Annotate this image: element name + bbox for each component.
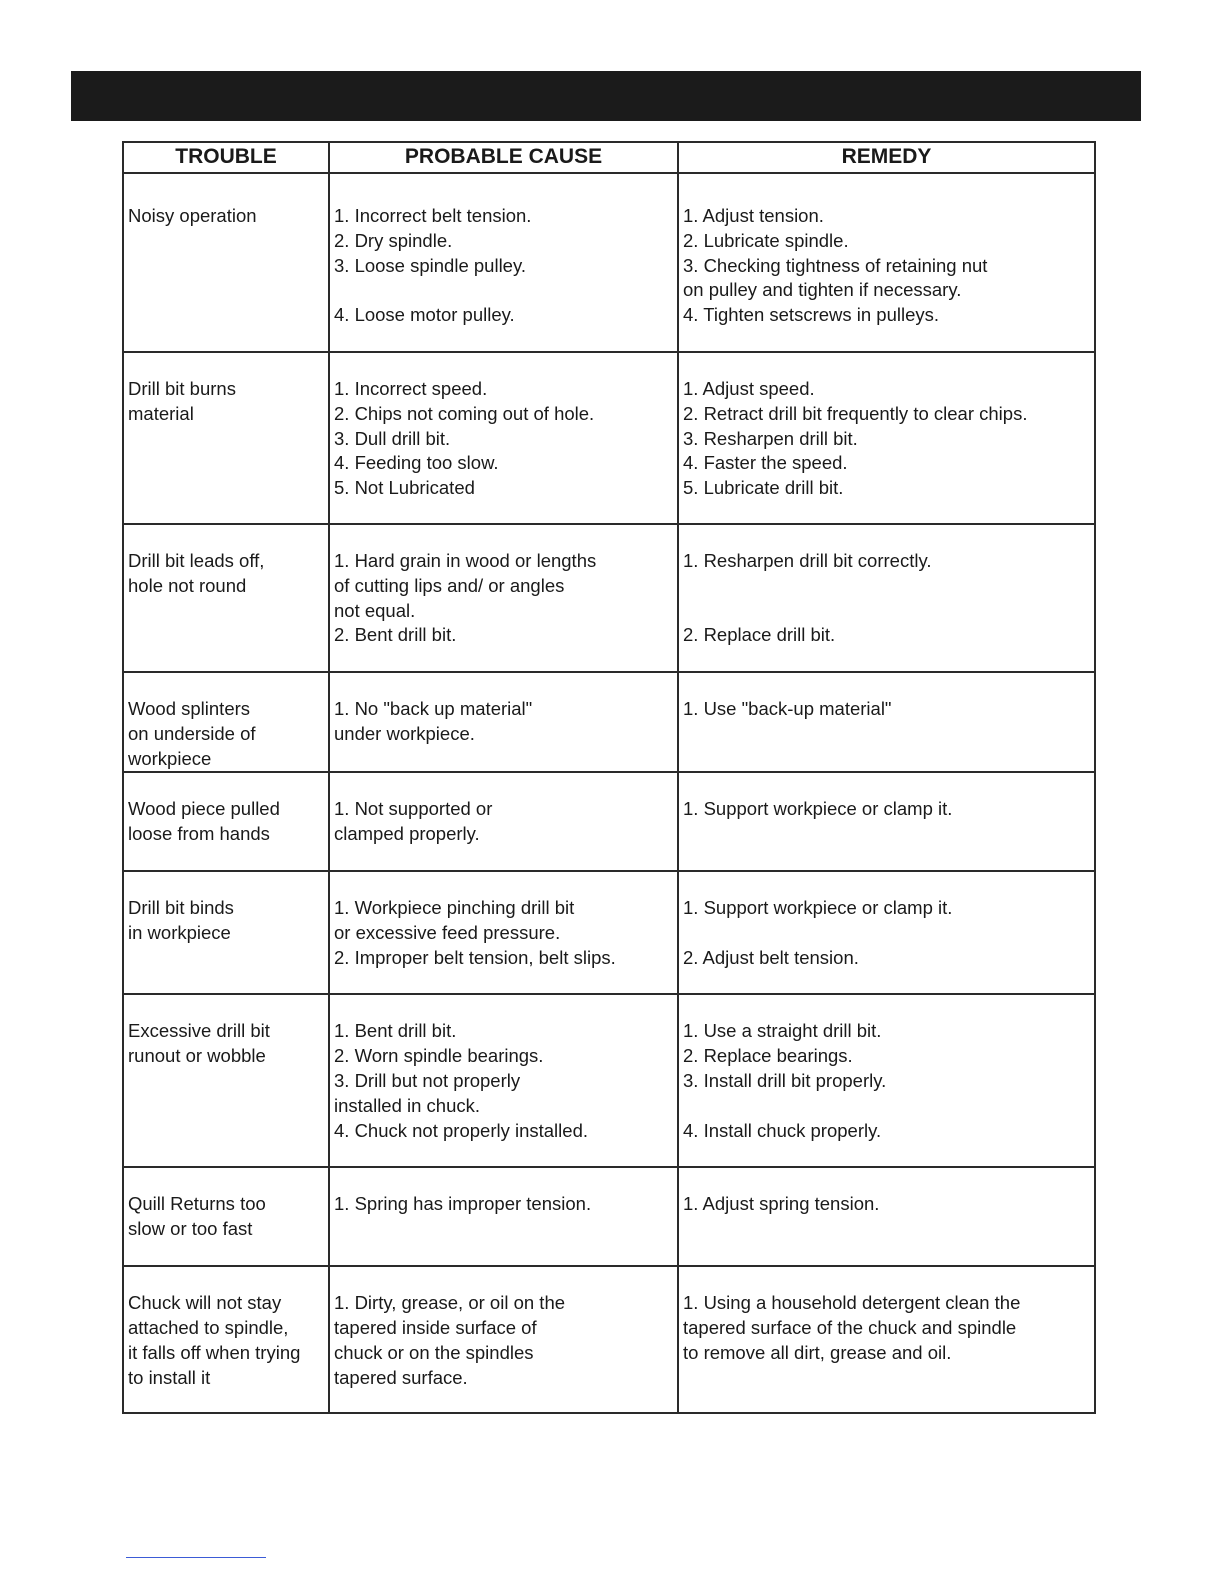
footer-divider xyxy=(126,1557,266,1558)
header-remedy: REMEDY xyxy=(678,142,1095,173)
trouble-cell xyxy=(123,994,329,1167)
remedy-text: 1. Support workpiece or clamp it. 2. Adjust belt tension. xyxy=(683,897,953,968)
remedy-cell xyxy=(678,352,1095,524)
remedy-text: 1. Use a straight drill bit. 2. Replace bearings. 3. Install drill bit properly. 4. Install chuck properly. xyxy=(683,1020,887,1141)
trouble-cell xyxy=(123,173,329,352)
cause-cell xyxy=(329,524,678,672)
remedy-cell xyxy=(678,772,1095,871)
trouble-text: Drill bit binds in workpiece xyxy=(128,897,234,944)
cause-cell xyxy=(329,352,678,524)
table-row xyxy=(123,772,1095,871)
table-row xyxy=(123,524,1095,672)
remedy-text: 1. Adjust spring tension. xyxy=(683,1193,880,1215)
cause-cell xyxy=(329,173,678,352)
table-row xyxy=(123,173,1095,352)
table-row xyxy=(123,994,1095,1167)
cause-cell xyxy=(329,871,678,994)
trouble-cell xyxy=(123,1167,329,1266)
trouble-text: Excessive drill bit runout or wobble xyxy=(128,1020,270,1067)
trouble-text: Wood piece pulled loose from hands xyxy=(128,798,280,845)
remedy-text: 1. Resharpen drill bit correctly. 2. Replace drill bit. xyxy=(683,550,932,646)
trouble-cell xyxy=(123,772,329,871)
cause-text: 1. Not supported or clamped properly. xyxy=(334,798,493,845)
remedy-cell xyxy=(678,994,1095,1167)
remedy-text: 1. Support workpiece or clamp it. xyxy=(683,798,953,820)
cause-text: 1. Spring has improper tension. xyxy=(334,1193,592,1215)
cause-text: 1. Hard grain in wood or lengths of cutting lips and/ or angles not equal. 2. Bent drill bit. xyxy=(334,550,597,646)
cause-text: 1. No "back up material" under workpiece. xyxy=(334,698,533,744)
cause-cell xyxy=(329,1167,678,1266)
cause-cell xyxy=(329,1266,678,1413)
table-header-row xyxy=(123,142,1095,173)
trouble-text: Chuck will not stay attached to spindle, it falls off when trying to install it xyxy=(128,1292,301,1388)
cause-cell xyxy=(329,994,678,1167)
trouble-text: Drill bit burns material xyxy=(128,378,236,424)
remedy-cell xyxy=(678,524,1095,672)
trouble-text: Quill Returns too slow or too fast xyxy=(128,1193,266,1240)
trouble-cell xyxy=(123,352,329,524)
remedy-cell xyxy=(678,672,1095,772)
cause-text: 1. Incorrect belt tension. 2. Dry spindle. 3. Loose spindle pulley. 4. Loose motor pulley. xyxy=(334,205,532,326)
table-row xyxy=(123,1167,1095,1266)
cause-text: 1. Incorrect speed. 2. Chips not coming out of hole. 3. Dull drill bit. 4. Feeding too slow. 5. Not Lubricated xyxy=(334,378,595,499)
header-bar xyxy=(71,71,1141,121)
table-row xyxy=(123,871,1095,994)
trouble-text: Noisy operation xyxy=(128,205,257,226)
trouble-cell xyxy=(123,1266,329,1413)
trouble-cell xyxy=(123,871,329,994)
header-trouble: TROUBLE xyxy=(123,142,329,173)
remedy-text: 1. Using a household detergent clean the tapered surface of the chuck and spindle to remove all dirt, grease and oil. xyxy=(683,1292,1021,1363)
table-row xyxy=(123,672,1095,772)
cause-cell xyxy=(329,672,678,772)
cause-text: 1. Workpiece pinching drill bit or excessive feed pressure. 2. Improper belt tension, belt slips. xyxy=(334,897,616,968)
remedy-cell xyxy=(678,871,1095,994)
remedy-text: 1. Adjust tension. 2. Lubricate spindle. 3. Checking tightness of retaining nut on pulley and tighten if necessary. 4. Tighten setscrews in pulleys. xyxy=(683,205,988,326)
trouble-cell xyxy=(123,672,329,772)
trouble-text: Wood splinters on underside of workpiece xyxy=(128,698,256,769)
cause-text: 1. Dirty, grease, or oil on the tapered inside surface of chuck or on the spindles tapered surface. xyxy=(334,1292,566,1388)
trouble-text: Drill bit leads off, hole not round xyxy=(128,550,265,596)
table-row xyxy=(123,352,1095,524)
remedy-cell xyxy=(678,1167,1095,1266)
trouble-cell xyxy=(123,524,329,672)
cause-text: 1. Bent drill bit. 2. Worn spindle bearings. 3. Drill but not properly installed in chuck. 4. Chuck not properly installed. xyxy=(334,1020,588,1141)
header-probable-cause: PROBABLE CAUSE xyxy=(329,142,678,173)
remedy-text: 1. Use "back-up material" xyxy=(683,698,892,719)
troubleshooting-table xyxy=(122,141,1096,1414)
remedy-text: 1. Adjust speed. 2. Retract drill bit frequently to clear chips. 3. Resharpen drill bit. 4. Faster the speed. 5. Lubricate drill bit. xyxy=(683,378,1028,499)
cause-cell xyxy=(329,772,678,871)
remedy-cell xyxy=(678,1266,1095,1413)
table-row xyxy=(123,1266,1095,1413)
remedy-cell xyxy=(678,173,1095,352)
